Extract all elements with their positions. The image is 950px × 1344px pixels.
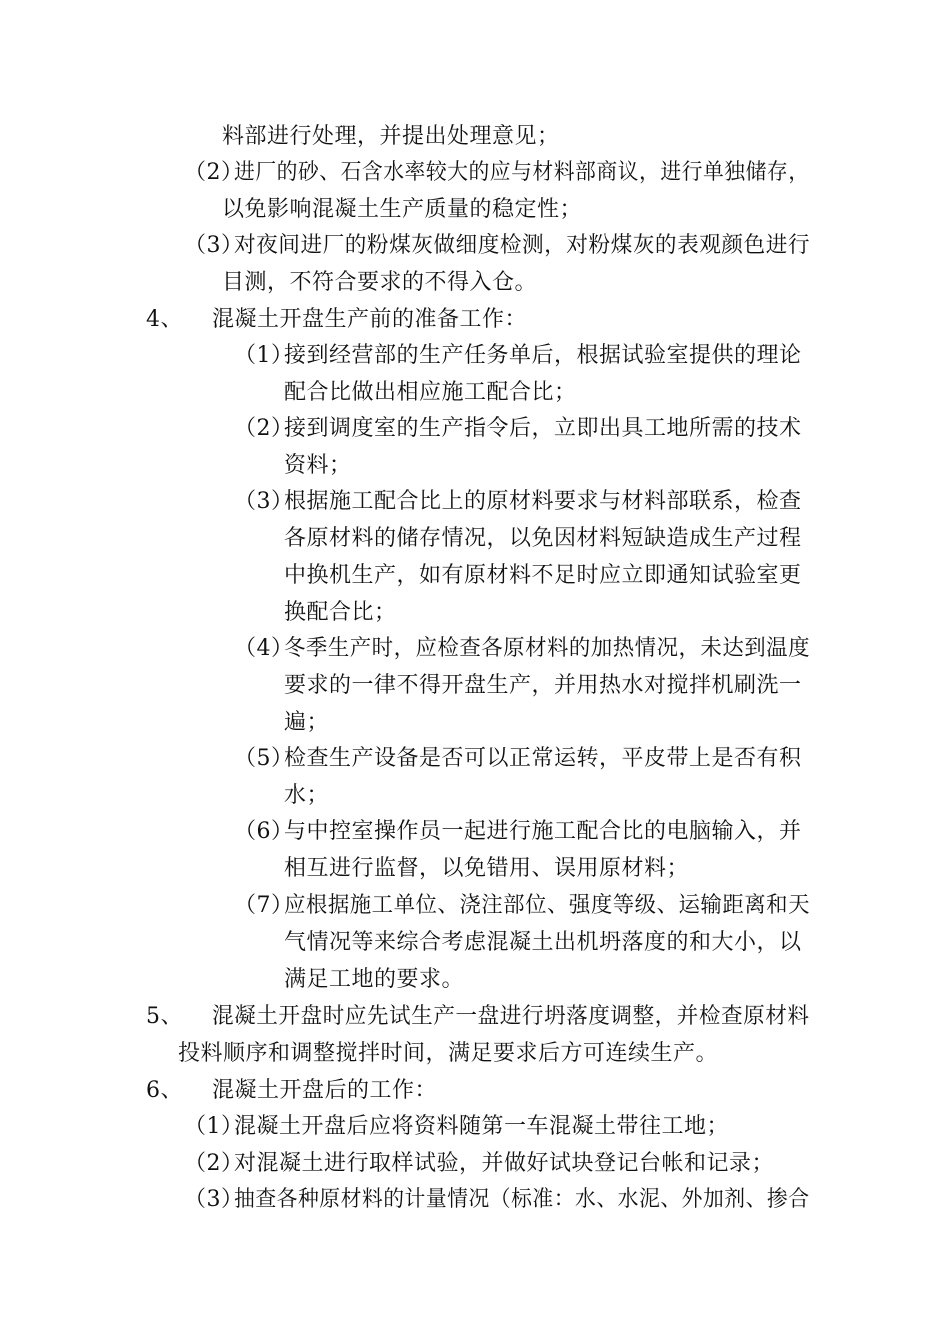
section-heading: 混凝土开盘后的工作： (212, 1078, 438, 1103)
list-item-line: 以免影响混凝土生产质量的稳定性； (222, 197, 583, 222)
list-item-line: 对夜间进厂的粉煤灰做细度检测，对粉煤灰的表观颜色进行 (234, 233, 811, 258)
list-item-line: 接到调度室的生产指令后，立即出具工地所需的技术 (284, 416, 802, 441)
list-marker: （4） (234, 636, 294, 661)
list-item-line: 配合比做出相应施工配合比； (284, 380, 577, 405)
list-marker: （2） (234, 416, 294, 441)
section-heading: 混凝土开盘时应先试生产一盘进行坍落度调整，并检查原材料 (212, 1004, 810, 1029)
list-item-line: 混凝土开盘后应将资料随第一车混凝土带往工地； (234, 1114, 730, 1139)
paragraph-line: 料部进行处理，并提出处理意见； (222, 124, 560, 149)
section-number: 4、 (146, 307, 183, 332)
list-marker: （1） (184, 1114, 244, 1139)
list-item-line: 各原材料的储存情况，以免因材料短缺造成生产过程 (284, 526, 802, 551)
list-marker: （6） (234, 819, 294, 844)
list-marker: （3） (234, 489, 294, 514)
list-item-line: 遍； (284, 710, 330, 735)
list-item-line: 根据施工配合比上的原材料要求与材料部联系，检查 (284, 489, 802, 514)
list-item-line: 应根据施工单位、浇注部位、强度等级、运输距离和天 (284, 893, 811, 918)
list-item-line: 气情况等来综合考虑混凝土出机坍落度的和大小，以 (284, 930, 802, 955)
list-item-line: 目测，不符合要求的不得入仓。 (222, 270, 538, 295)
list-marker: （3） (184, 1187, 244, 1212)
list-item-line: 满足工地的要求。 (284, 967, 465, 992)
paragraph-line: 投料顺序和调整搅拌时间，满足要求后方可连续生产。 (178, 1041, 719, 1066)
section-number: 5、 (146, 1004, 183, 1029)
list-marker: （7） (234, 893, 294, 918)
list-item-line: 对混凝土进行取样试验，并做好试块登记台帐和记录； (234, 1151, 775, 1176)
list-marker: （3） (184, 233, 244, 258)
list-item-line: 资料； (284, 453, 352, 478)
list-item-line: 检查生产设备是否可以正常运转，平皮带上是否有积 (284, 746, 802, 771)
section-heading: 混凝土开盘生产前的准备工作： (212, 307, 528, 332)
list-marker: （2） (184, 160, 244, 185)
list-item-line: 抽查各种原材料的计量情况（标准：水、水泥、外加剂、掺合 (234, 1187, 810, 1212)
list-item-line: 要求的一律不得开盘生产，并用热水对搅拌机刷洗一 (284, 673, 802, 698)
list-item-line: 中换机生产，如有原材料不足时应立即通知试验室更 (284, 563, 802, 588)
list-marker: （1） (234, 343, 294, 368)
list-item-line: 接到经营部的生产任务单后，根据试验室提供的理论 (284, 343, 802, 368)
section-number: 6、 (146, 1078, 183, 1103)
list-marker: （5） (234, 746, 294, 771)
list-item-line: 进厂的砂、石含水率较大的应与材料部商议，进行单独储存， (234, 160, 810, 185)
list-item-line: 水； (284, 783, 330, 808)
list-item-line: 与中控室操作员一起进行施工配合比的电脑输入，并 (284, 819, 802, 844)
list-item-line: 换配合比； (284, 600, 397, 625)
list-item-line: 冬季生产时，应检查各原材料的加热情况，未达到温度 (284, 636, 811, 661)
list-marker: （2） (184, 1151, 244, 1176)
list-item-line: 相互进行监督，以免错用、误用原材料； (284, 856, 690, 881)
